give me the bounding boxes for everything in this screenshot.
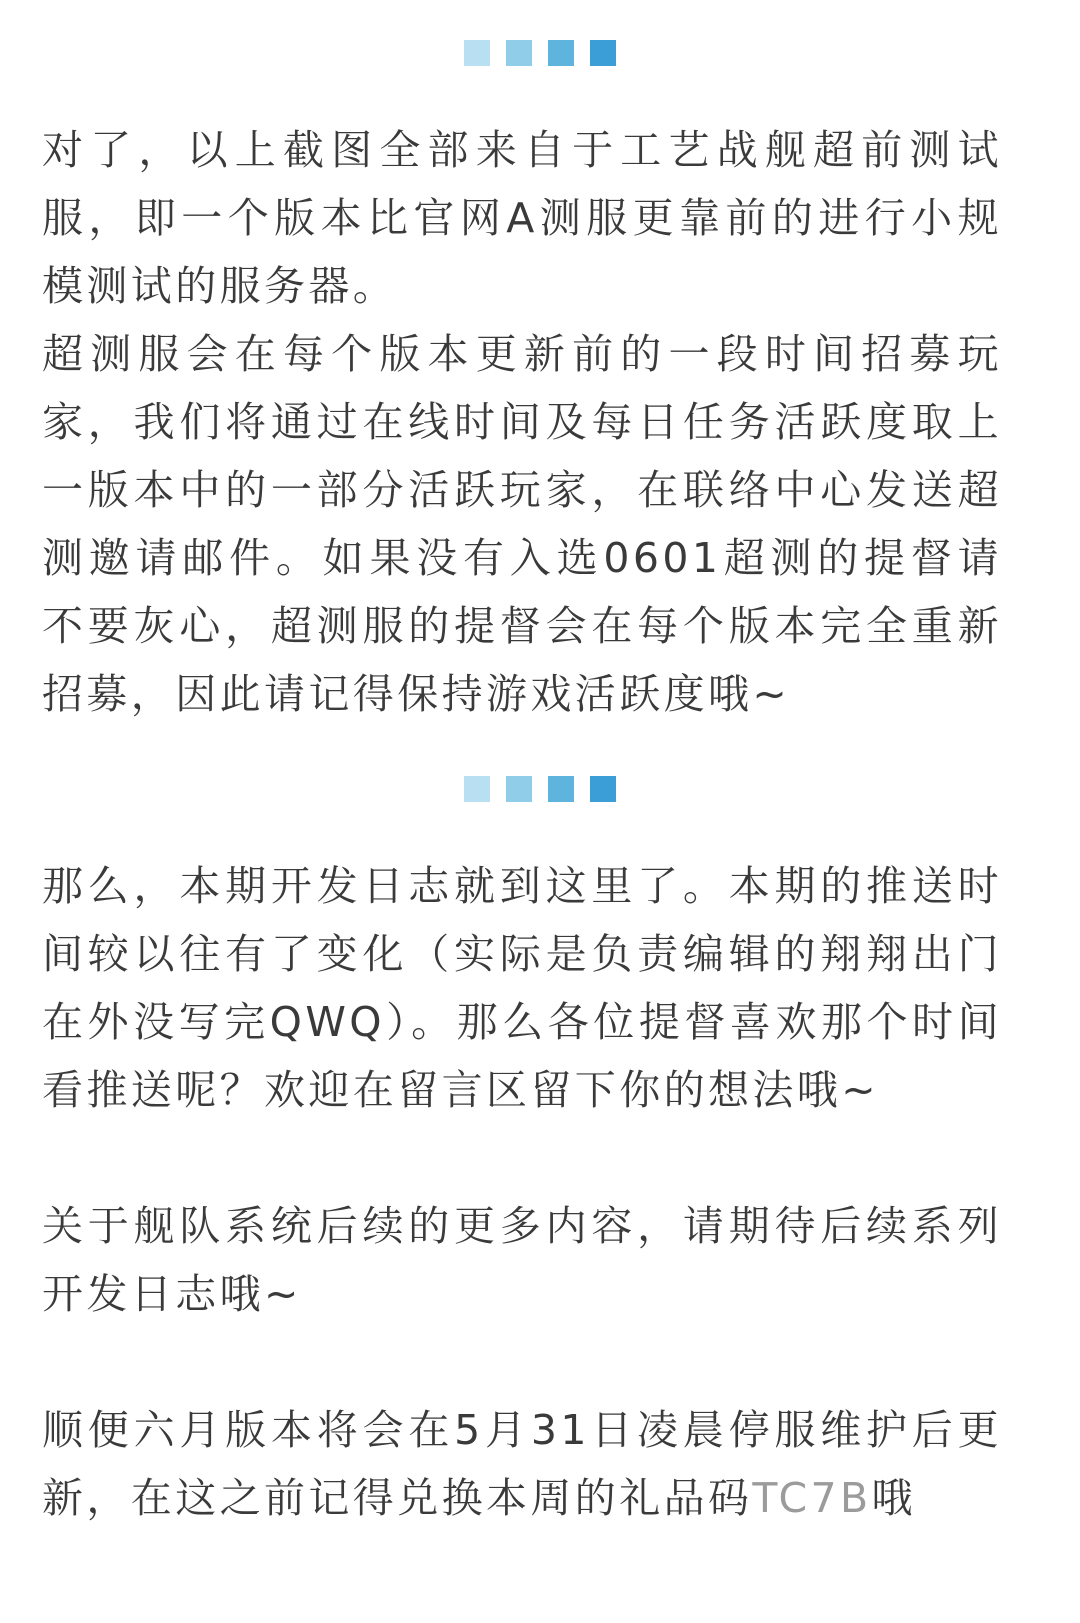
divider-square bbox=[506, 776, 532, 802]
june-update-text-suffix: 哦 bbox=[871, 1474, 916, 1522]
paragraph-recruitment-info: 超测服会在每个版本更新前的一段时间招募玩家，我们将通过在线时间及每日任务活跃度取上一版本中的一部分活跃玩家，在联络中心发送超测邀请邮件。如果没有入选0601超测的提督请不要灰心，超测服的提督会在每个版本完全重新招募，因此请记得保持游戏活跃度哦~ bbox=[42, 330, 1002, 718]
divider-square bbox=[590, 40, 616, 66]
divider-square bbox=[464, 776, 490, 802]
divider-square bbox=[506, 40, 532, 66]
divider-square bbox=[548, 40, 574, 66]
paragraph-june-update-notice bbox=[42, 1396, 1002, 1532]
divider-square bbox=[590, 776, 616, 802]
paragraph-devlog-closing: 那么，本期开发日志就到这里了。本期的推送时间较以往有了变化（实际是负责编辑的翔翔出门在外没写完QWQ）。那么各位提督喜欢那个时间看推送呢？欢迎在留言区留下你的想法哦~ bbox=[42, 862, 1002, 1114]
divider-square bbox=[464, 40, 490, 66]
gift-code: TC7B bbox=[752, 1474, 872, 1522]
june-update-text: 顺便六月版本将会在5月31日凌晨停服维护后更新，在这之前记得兑换本周的礼品码 bbox=[42, 1406, 1002, 1522]
paragraph-test-server-intro: 对了，以上截图全部来自于工艺战舰超前测试服，即一个版本比官网A测服更靠前的进行小规模测试的服务器。 bbox=[42, 126, 1002, 310]
divider-square bbox=[548, 776, 574, 802]
section-divider bbox=[0, 776, 1080, 804]
section-divider bbox=[0, 40, 1080, 68]
paragraph-fleet-system-followup: 关于舰队系统后续的更多内容，请期待后续系列开发日志哦~ bbox=[42, 1202, 1002, 1318]
